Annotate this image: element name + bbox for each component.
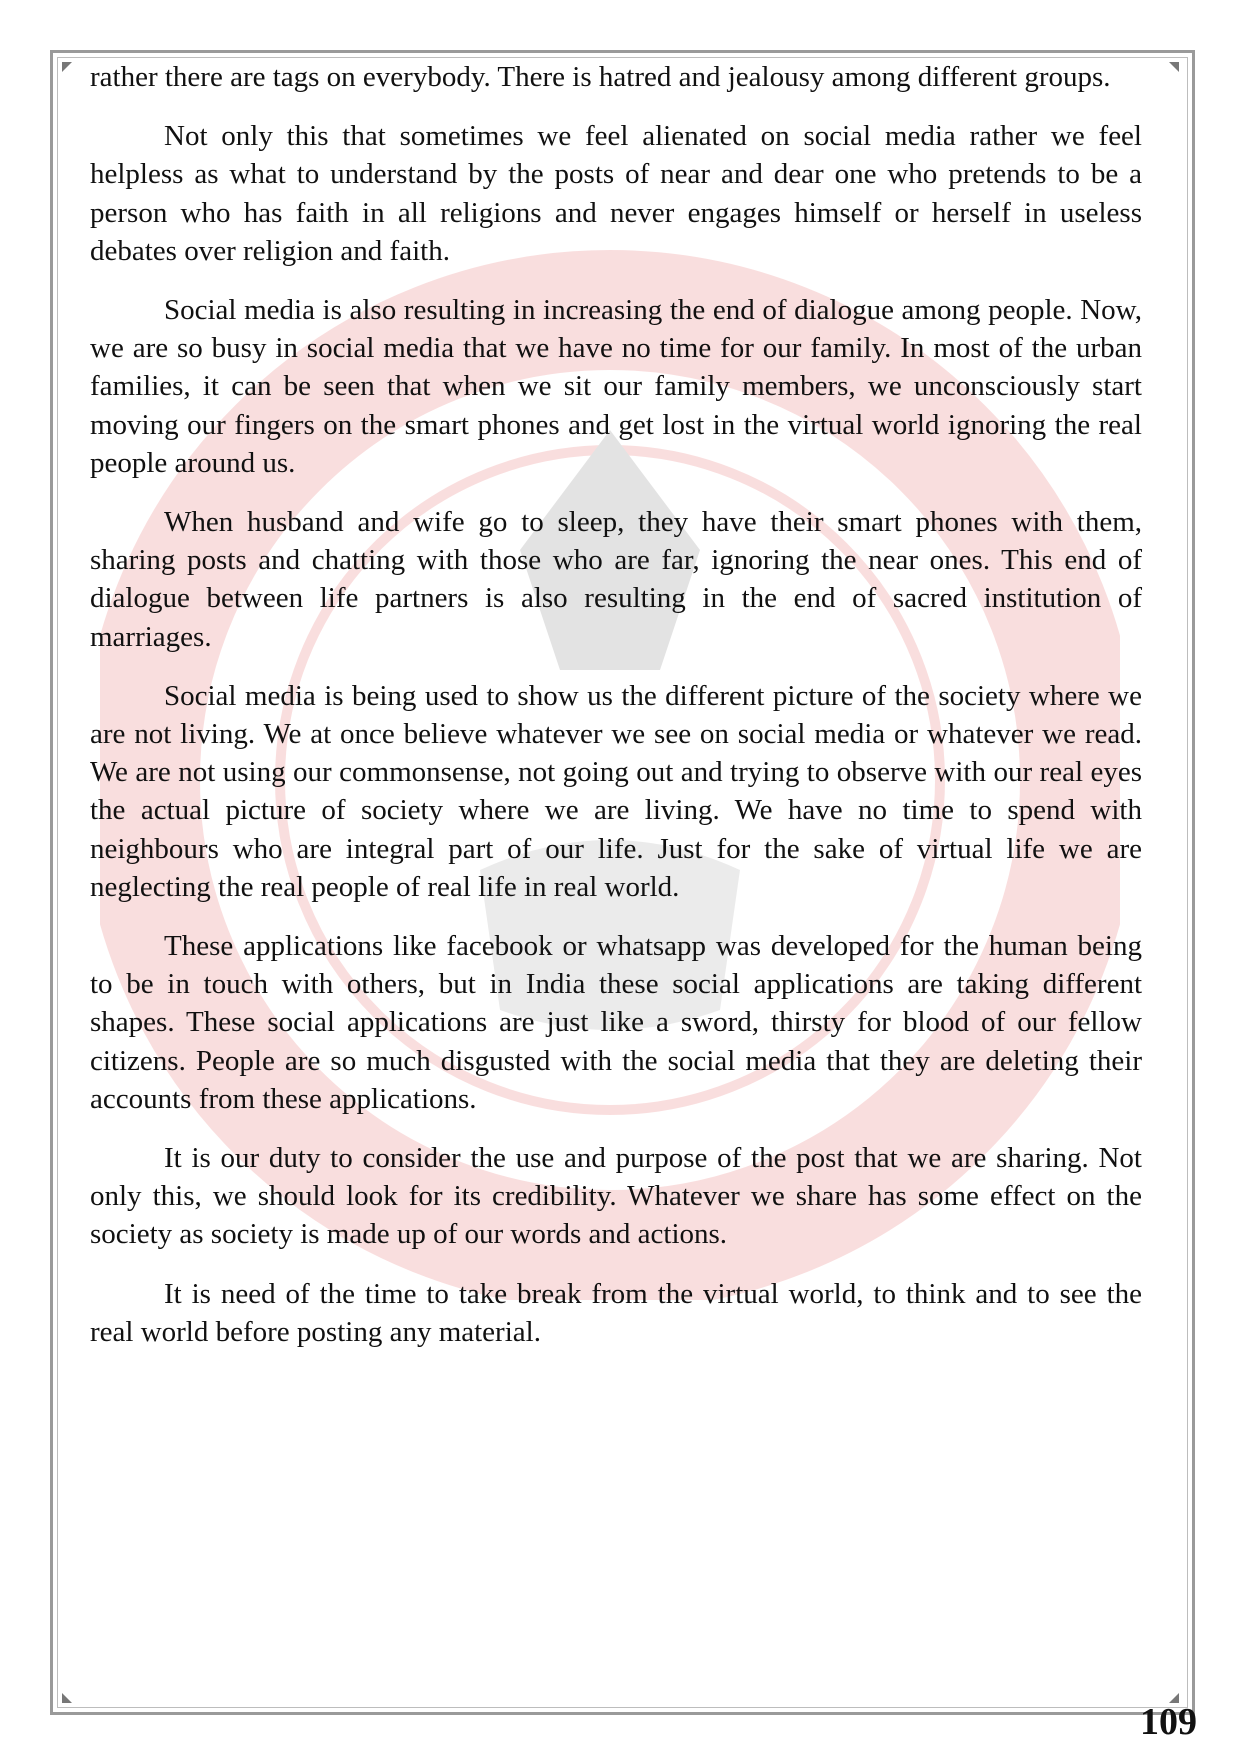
paragraph: rather there are tags on everybody. There is hatred and jealousy among different groups. <box>90 61 1111 93</box>
document-body <box>90 58 1142 1372</box>
paragraph: It is our duty to consider the use and purpose of the post that we are sharing. Not only this, we should look for its credibility. Whatever we share has some effect on the society as society is made up of our words and actions. <box>90 1142 1142 1251</box>
corner-ornament-top-left <box>62 62 72 72</box>
corner-ornament-bottom-left <box>62 1693 72 1703</box>
corner-ornament-top-right <box>1169 62 1179 72</box>
paragraph: Social media is also resulting in increasing the end of dialogue among people. Now, we are so busy in social media that we have no time for our family. In most of the urban families, it can be seen that when we sit our family members, we unconsciously start moving our fingers on the smart phones and get lost in the virtual world ignoring the real people around us. <box>90 294 1142 479</box>
paragraph: When husband and wife go to sleep, they have their smart phones with them, sharing posts and chatting with those who are far, ignoring the near ones. This end of dialogue between life partners is also resulting in the end of sacred institution of marriages. <box>90 506 1142 653</box>
paragraph: These applications like facebook or whatsapp was developed for the human being to be in touch with others, but in India these social applications are taking different shapes. These social applications are just like a sword, thirsty for blood of our fellow citizens. People are so much disgusted with the social media that they are deleting their accounts from these applications. <box>90 930 1142 1115</box>
paragraph: Not only this that sometimes we feel alienated on social media rather we feel helpless as what to understand by the posts of near and dear one who pretends to be a person who has faith in all religions and never engages himself or herself in useless debates over religion and faith. <box>90 120 1142 267</box>
paragraph: Social media is being used to show us the different picture of the society where we are not living. We at once believe whatever we see on social media or whatever we read. We are not using our commonsense, not going out and trying to observe with our real eyes the actual picture of society where we are living. We have no time to spend with neighbours who are integral part of our life. Just for the sake of virtual life we are neglecting the real people of real life in real world. <box>90 679 1142 903</box>
page-number: 109 <box>1140 1701 1197 1743</box>
paragraph: It is need of the time to take break from the virtual world, to think and to see the real world before posting any material. <box>90 1277 1142 1348</box>
